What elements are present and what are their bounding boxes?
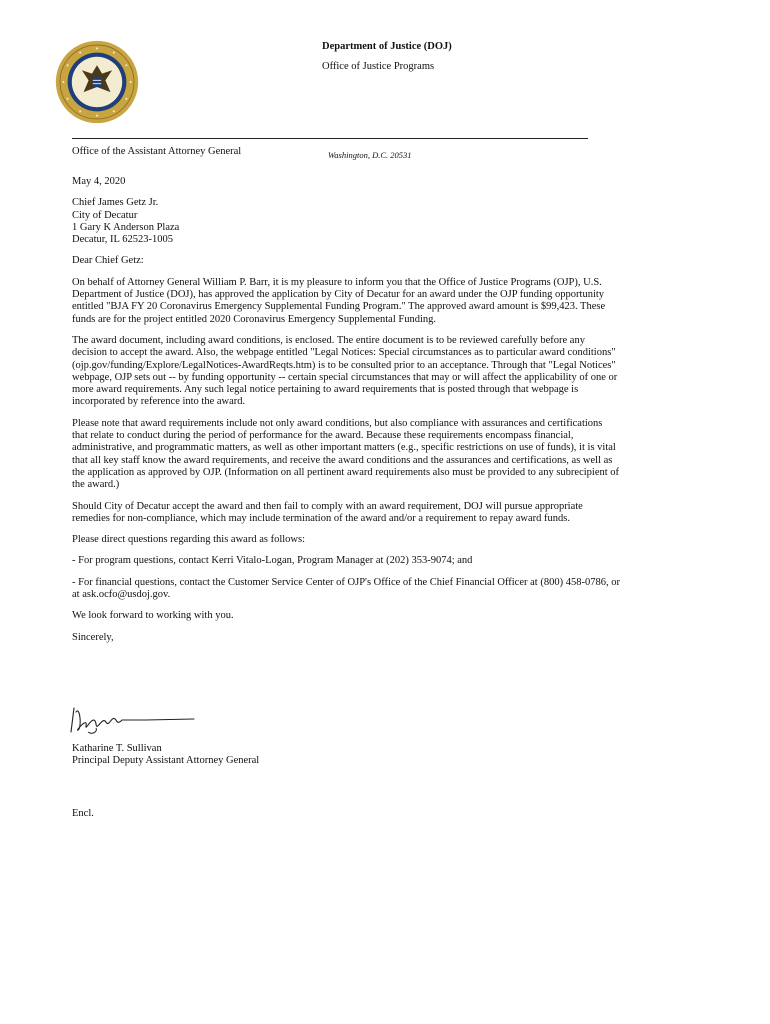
paragraph-questions: Please direct questions regarding this award as follows: [72, 534, 305, 546]
agency-header [322, 42, 452, 72]
recipient-line: Chief James Getz Jr. [72, 197, 159, 209]
closing-line: We look forward to working with you. [72, 610, 234, 622]
contact-program: - For program questions, contact Kerri Vitalo-Logan, Program Manager at (202) 353-9074; and [72, 555, 473, 567]
signer-name: Katharine T. Sullivan [72, 743, 162, 754]
recipient-line: 1 Gary K Anderson Plaza [72, 221, 180, 233]
letter-date: May 4, 2020 [72, 176, 126, 187]
signer-block [72, 743, 259, 768]
letter-body [72, 176, 620, 653]
paragraph-requirements: Please note that award requirements include not only award conditions, but also compliance with assurances and certifications that relate to conduct during the period of performance for the award. Because these requirements encompass financial, administrative, and programmatic matters, as well as other important matters (e.g., specific restrictions on use of funds), it is vital that all key staff know the award requirements, and receive the award conditions and the assurances and certifications, as well as the application as approved by OJP. (Information on all pertinent award requirements also must be provided to any subrecipient of the award.) [72, 417, 620, 491]
paragraph-approval: On behalf of Attorney General William P. Barr, it is my pleasure to inform you that the Office of Justice Programs (OJP), U.S. Department of Justice (DOJ), has approved the application by City of Decatur for an award under the OJP funding opportunity entitled "BJA FY 20 Coronavirus Emergency Supplemental Funding Program." The approved award amount is $99,423. These funds are for the project entitled 2020 Coronavirus Emergency Supplemental Funding. [72, 276, 606, 325]
recipient-address [72, 197, 620, 246]
signer-title: Principal Deputy Assistant Attorney General [72, 755, 260, 767]
valediction: Sincerely, [72, 631, 114, 643]
paragraph-compliance: Should City of Decatur accept the award and then fail to comply with an award requirement, DOJ will pursue appropriate remedies for non-compliance, which may include termination of the award and/or a requirement to repay award funds. [72, 500, 583, 524]
sender-office: Office of the Assistant Attorney General [72, 146, 242, 157]
header-divider [72, 138, 588, 139]
doj-seal-logo [55, 40, 139, 124]
office-name: Office of Justice Programs [322, 60, 435, 72]
paragraph-award-document: The award document, including award conditions, is enclosed. The entire document is to be reviewed carefully before any decision to accept the award. Also, the webpage entitled "Legal Notices: Special circumstances as to particular award conditions" (ojp.gov/funding/Explore/LegalNotices-AwardReqts.htm) is to be consulted prior to an acceptance. Through that "Legal Notices" webpage, OJP sets out -- by funding opportunity -- certain special circumstances that may or will affect the applicability of one or more award requirements. Any such legal notice pertaining to award requirements that is posted through that webpage is incorporated by reference into the award. [72, 334, 618, 408]
enclosure-note: Encl. [72, 808, 94, 819]
recipient-line: City of Decatur [72, 209, 138, 221]
sender-location: Washington, D.C. 20531 [328, 150, 412, 160]
recipient-line: Decatur, IL 62523-1005 [72, 234, 173, 246]
department-name: Department of Justice (DOJ) [322, 41, 452, 52]
salutation: Dear Chief Getz: [72, 255, 144, 267]
contact-financial: - For financial questions, contact the Customer Service Center of OJP's Office of the Chief Financial Officer at (800) 458-0786, or at ask.ocfo@usdoj.gov. [72, 576, 620, 601]
handwritten-signature [66, 702, 202, 738]
